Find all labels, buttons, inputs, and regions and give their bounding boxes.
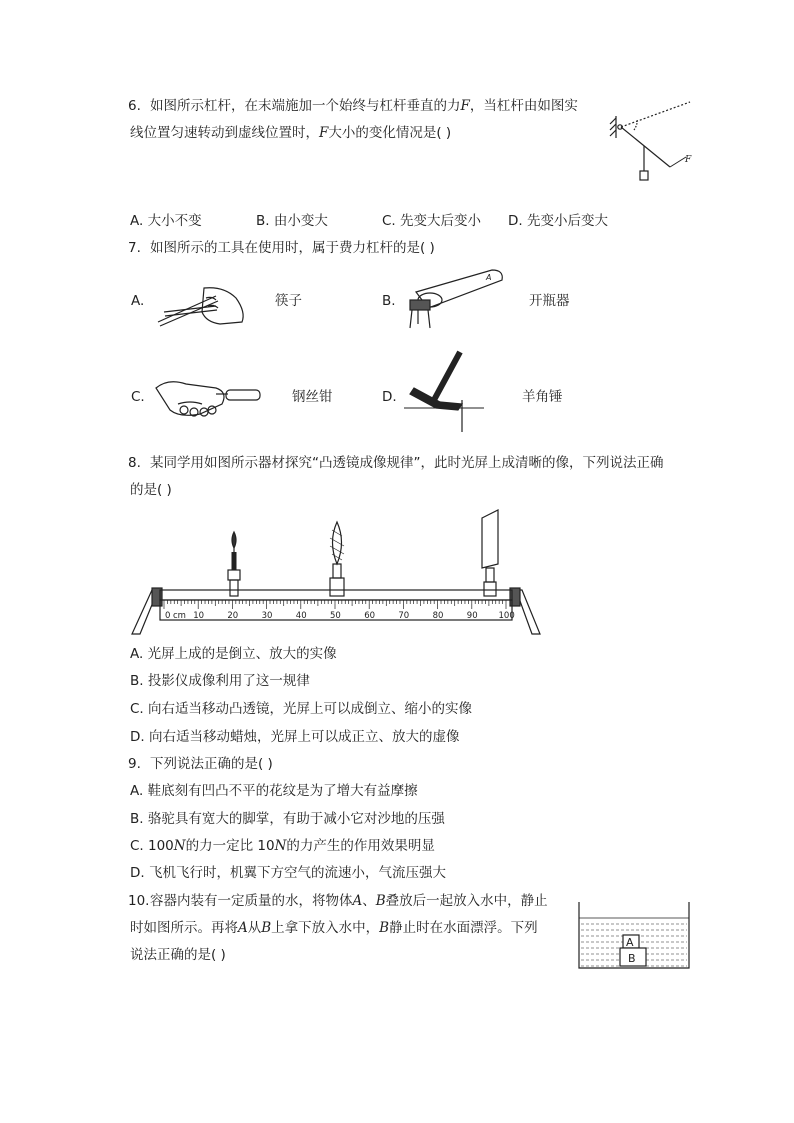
q10-container-figure (576, 900, 692, 970)
q6-text-a: 如图所示杠杆，在末端施加一个始终与杠杆垂直的力 (150, 98, 461, 114)
q10-box-a-label: A (626, 936, 634, 949)
q6-number: 6. (128, 98, 141, 114)
q9-option-c-mid: 的力一定比 10 (185, 838, 275, 854)
q6-lever-figure (606, 94, 696, 189)
ruler-label: 100 (498, 611, 515, 621)
q7-option-b-letter[interactable]: B. (382, 293, 396, 309)
claw-hammer-icon (400, 348, 490, 438)
q6-option-c[interactable]: C. 先变大后变小 (382, 213, 482, 229)
q10-text-f: 静止时在水面漂浮。下列 (389, 920, 538, 936)
q8-option-a[interactable]: A. 光屏上成的是倒立、放大的实像 (130, 646, 337, 662)
ruler-label: 50 (330, 611, 341, 621)
q9-number: 9. (128, 756, 141, 772)
q9-option-a[interactable]: A. 鞋底刻有凹凸不平的花纹是为了增大有益摩擦 (130, 783, 418, 799)
q10-obj-b: B (375, 893, 386, 909)
q6-stem-line2 (130, 124, 451, 142)
q8-number: 8. (128, 455, 141, 471)
ruler-label: 90 (466, 611, 478, 621)
q6-force-symbol: F (460, 98, 470, 114)
q10-sep: 、 (362, 893, 376, 909)
ruler-label: 30 (261, 611, 273, 621)
q6-text-c: 线位置匀速转动到虚线位置时， (130, 125, 319, 141)
q6-option-b[interactable]: B. 由小变大 (256, 213, 328, 229)
pliers-icon (150, 374, 270, 424)
q6-force-symbol-2: F (319, 125, 329, 141)
q10-stem-line1 (150, 892, 548, 910)
q7-option-d-letter[interactable]: D. (382, 389, 397, 405)
q9-unit-n1: N (173, 838, 186, 854)
ruler-label: 20 (227, 611, 239, 621)
q7-option-b-name: 开瓶器 (529, 293, 570, 309)
q9-unit-n2: N (274, 838, 287, 854)
ruler-label: 10 (193, 611, 205, 621)
q10-text-c: 时如图所示。再将 (130, 920, 238, 936)
q7-option-c-name: 钢丝钳 (292, 389, 333, 405)
q8-stem-line1: 某同学用如图所示器材探究“凸透镜成像规律”，此时光屏上成清晰的像，下列说法正确 (150, 455, 664, 471)
q9-option-c-pre: C. 100 (130, 838, 174, 854)
q10-box-b-label: B (628, 952, 636, 965)
q10-text-a: 容器内装有一定质量的水，将物体 (150, 893, 353, 909)
q9-stem: 下列说法正确的是( ) (150, 756, 273, 772)
q7-option-a-name: 筷子 (275, 293, 302, 309)
q9-option-d[interactable]: D. 飞机飞行时，机翼下方空气的流速小，气流压强大 (130, 865, 446, 881)
q7-option-d-name: 羊角锤 (522, 389, 563, 405)
q8-option-d[interactable]: D. 向右适当移动蜡烛，光屏上可以成正立、放大的虚像 (130, 729, 460, 745)
q10-obj-b-2: B (261, 920, 272, 936)
q7-option-c-letter[interactable]: C. (131, 389, 145, 405)
q9-option-c-post: 的力产生的作用效果明显 (286, 838, 435, 854)
q9-option-c[interactable] (130, 837, 435, 855)
chopsticks-icon (154, 282, 254, 332)
bottle-opener-icon (402, 264, 512, 334)
q8-stem-line2: 的是( ) (130, 482, 172, 498)
q8-option-c[interactable]: C. 向右适当移动凸透镜，光屏上可以成倒立、缩小的实像 (130, 701, 473, 717)
optical-bench-figure (130, 506, 550, 636)
q10-obj-a-2: A (238, 920, 248, 936)
q6-option-d[interactable]: D. 先变小后变大 (508, 213, 608, 229)
svg-text:A: A (486, 273, 492, 282)
q10-text-d: 从 (247, 920, 262, 936)
q7-option-a-letter[interactable]: A. (131, 293, 145, 309)
ruler-label: 40 (295, 611, 307, 621)
q6-option-a[interactable]: A. 大小不变 (130, 213, 202, 229)
ruler-label: cm (173, 611, 186, 621)
q10-text-e: 上拿下放入水中， (271, 920, 380, 936)
q10-text-b: 叠放后一起放入水中，静止 (385, 893, 548, 909)
q6-text-d: 大小的变化情况是( ) (328, 125, 452, 141)
ruler-label: 0 (165, 611, 171, 621)
q6-text-b: ，当杠杆由如图实 (469, 98, 578, 114)
q10-stem-line3: 说法正确的是( ) (130, 947, 226, 963)
q7-number: 7. (128, 240, 141, 256)
q10-number: 10. (128, 893, 150, 909)
q8-option-b[interactable]: B. 投影仪成像利用了这一规律 (130, 673, 310, 689)
q10-obj-a: A (352, 893, 363, 909)
ruler-label: 70 (398, 611, 410, 621)
q10-stem-line2 (130, 919, 538, 937)
q6-fig-force-label: F (685, 155, 692, 165)
q6-stem-line1 (150, 97, 578, 115)
q9-option-b[interactable]: B. 骆驼具有宽大的脚掌，有助于减小它对沙地的压强 (130, 811, 445, 827)
ruler-label: 60 (364, 611, 376, 621)
q10-obj-b-3: B (379, 920, 390, 936)
q7-stem: 如图所示的工具在使用时，属于费力杠杆的是( ) (150, 240, 435, 256)
ruler-label: 80 (432, 611, 444, 621)
